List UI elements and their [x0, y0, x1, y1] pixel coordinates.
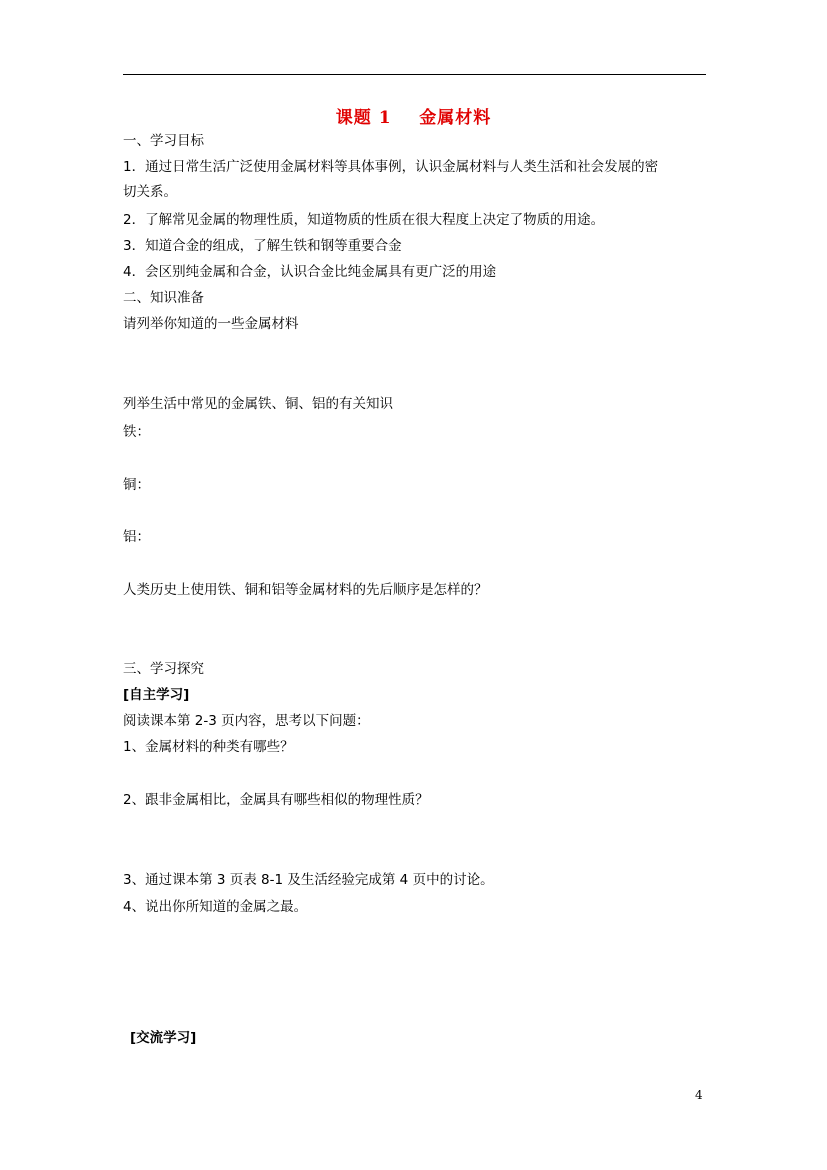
- page-number: 4: [695, 1088, 703, 1102]
- question-2: 2、跟非金属相比，金属具有哪些相似的物理性质？: [123, 792, 429, 808]
- question-4: 4、说出你所知道的金属之最。: [123, 899, 308, 915]
- label-iron: 铁：: [123, 424, 150, 440]
- header-rule: [123, 74, 706, 75]
- question-3: 3、通过课本第 3 页表 8-1 及生活经验完成第 4 页中的讨论。: [123, 872, 494, 888]
- section-heading-goals: 一、学习目标: [123, 133, 204, 149]
- prep-question-history: 人类历史上使用铁、铜和铝等金属材料的先后顺序是怎样的？: [123, 582, 488, 598]
- goal-4: 4．会区别纯金属和合金，认识合金比纯金属具有更广泛的用途: [123, 264, 497, 280]
- goal-1-cont: 切关系。: [123, 184, 177, 200]
- page-title: 课题 1 金属材料: [335, 108, 492, 128]
- label-copper: 铜：: [123, 477, 150, 493]
- goal-2: 2．了解常见金属的物理性质，知道物质的性质在很大程度上决定了物质的用途。: [123, 212, 605, 228]
- subheading-exchange: [交流学习]: [130, 1030, 197, 1046]
- goal-1: 1．通过日常生活广泛使用金属材料等具体事例，认识金属材料与人类生活和社会发展的密: [123, 159, 659, 175]
- prep-prompt-metals: 列举生活中常见的金属铁、铜、铝的有关知识: [123, 396, 393, 412]
- reading-instruction: 阅读课本第 2-3 页内容，思考以下问题：: [123, 713, 370, 729]
- question-1: 1、金属材料的种类有哪些？: [123, 739, 294, 755]
- prep-prompt-materials: 请列举你知道的一些金属材料: [123, 316, 299, 332]
- label-aluminum: 铝：: [123, 529, 150, 545]
- goal-3: 3．知道合金的组成，了解生铁和钢等重要合金: [123, 238, 402, 254]
- subheading-self-study: [自主学习]: [123, 687, 190, 703]
- section-heading-inquiry: 三、学习探究: [123, 661, 204, 677]
- section-heading-prep: 二、知识准备: [123, 290, 204, 306]
